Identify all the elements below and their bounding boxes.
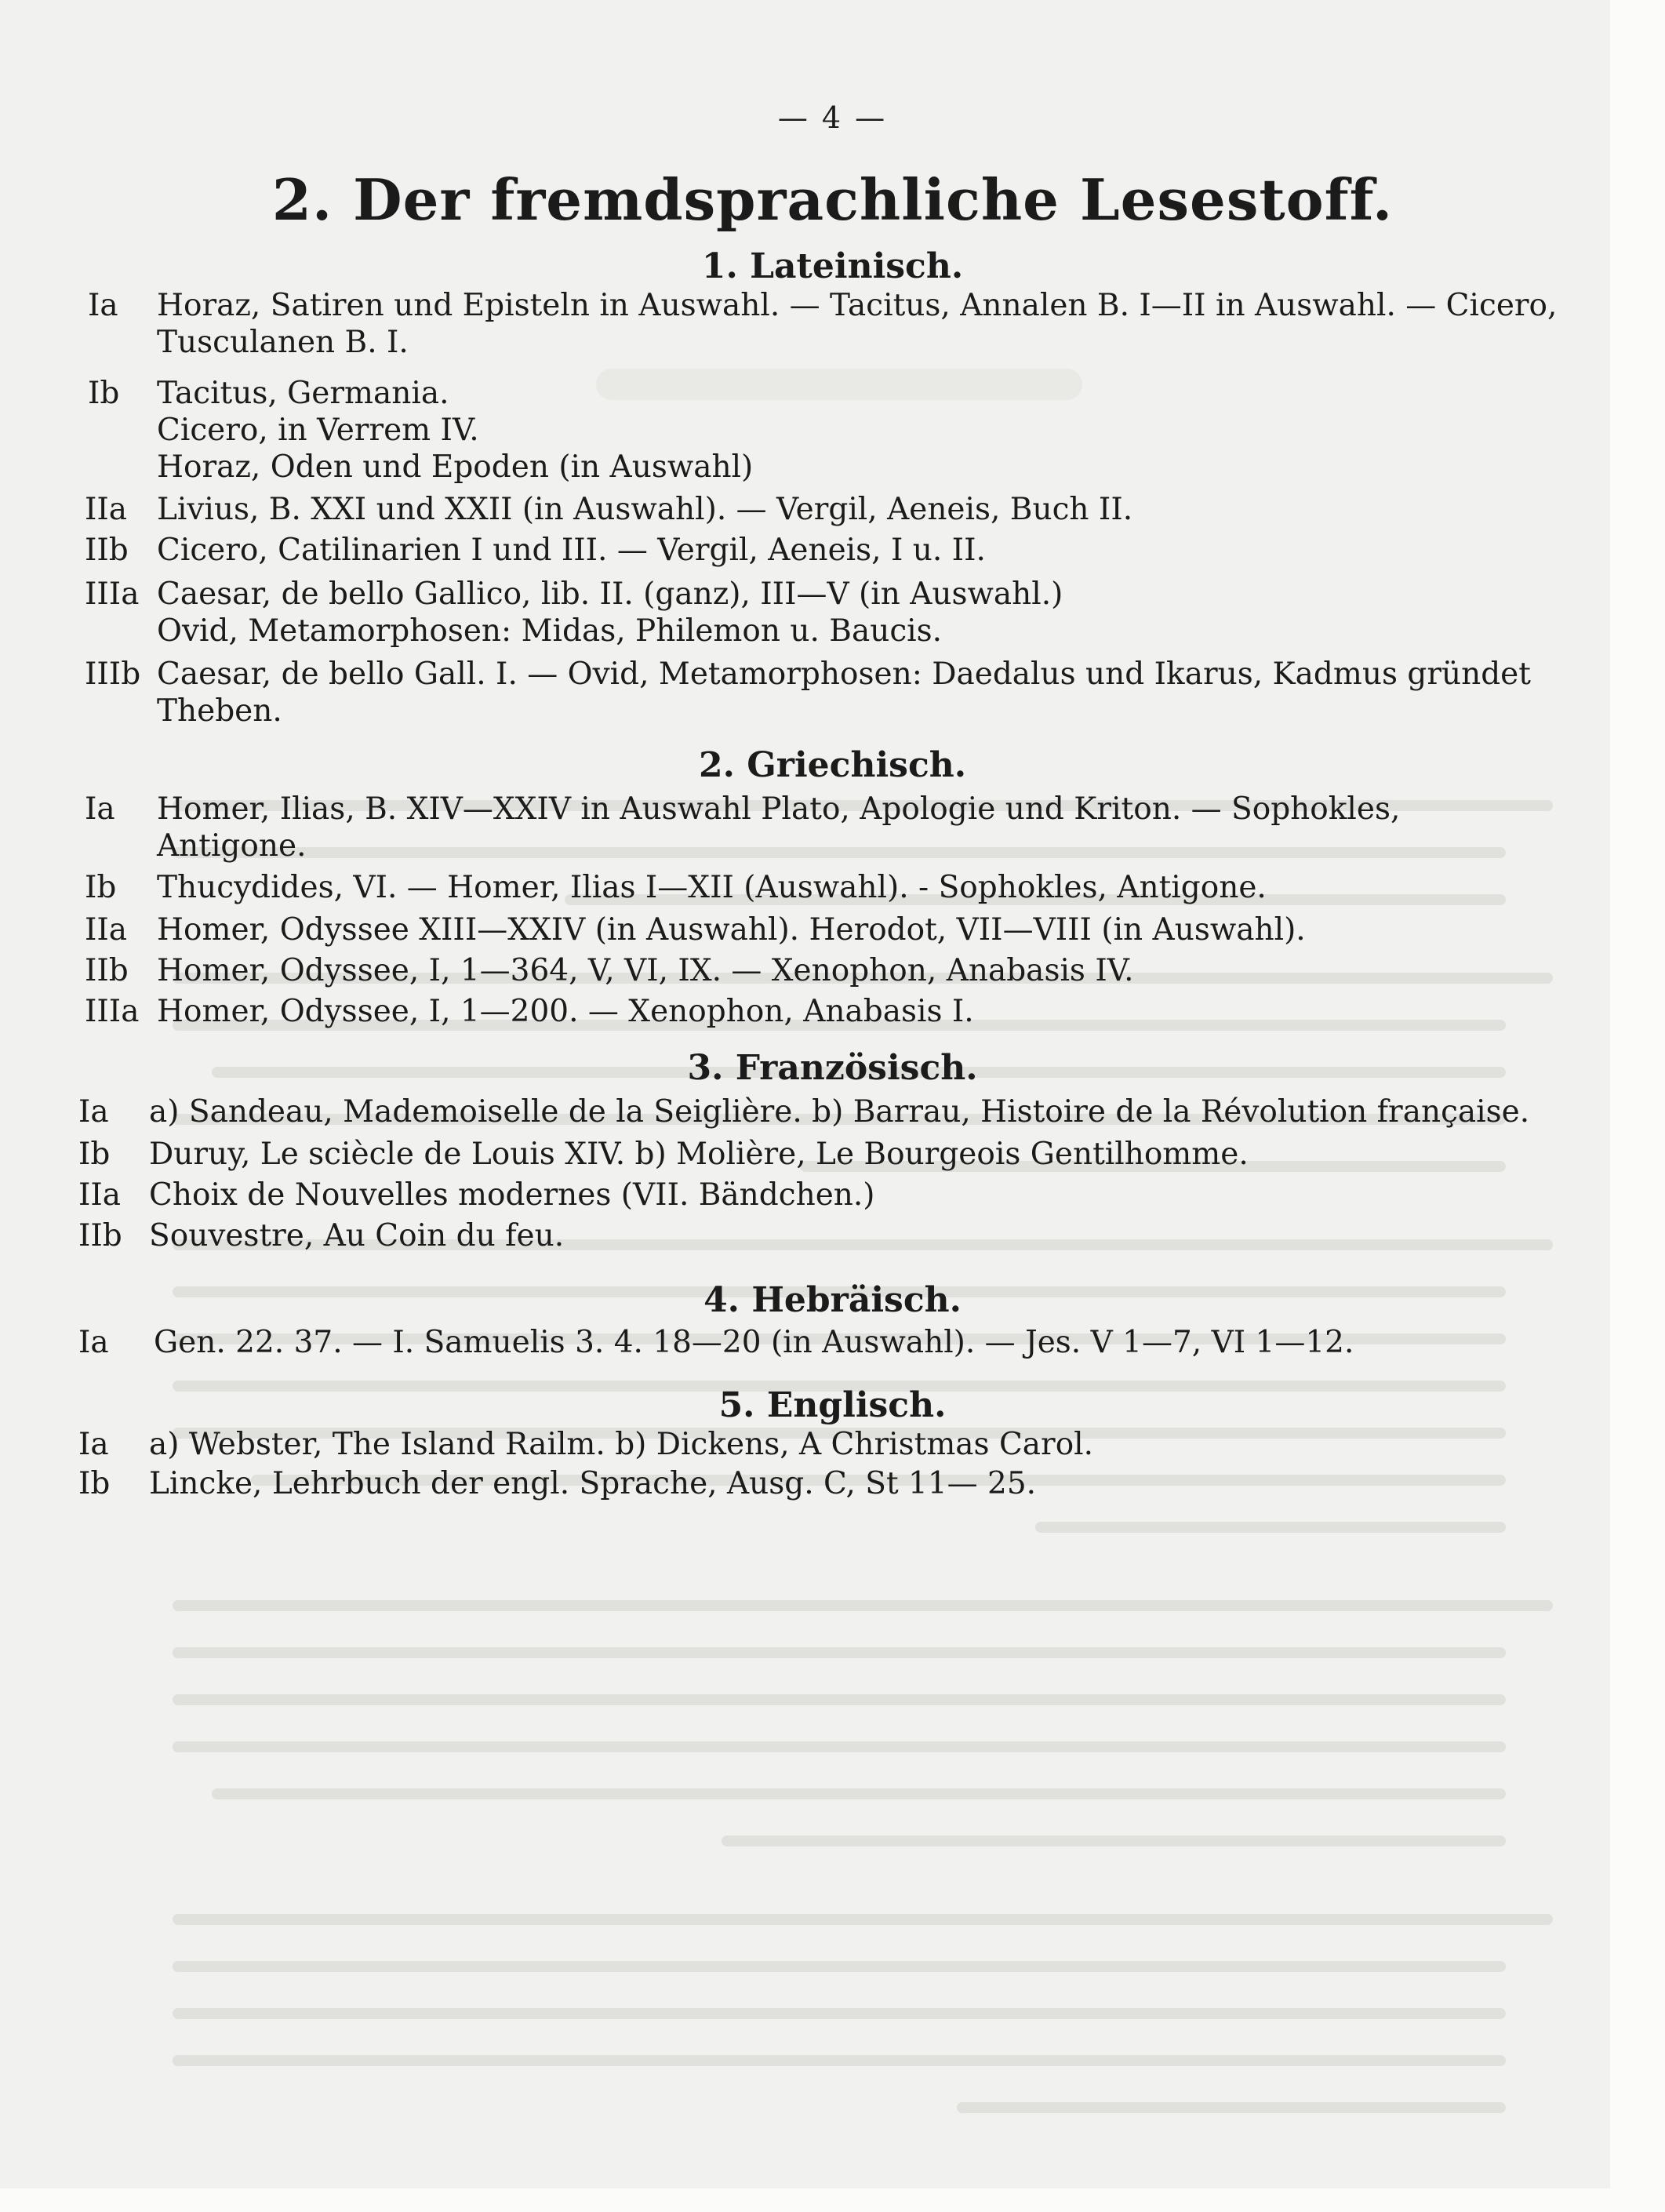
class-label: IIb bbox=[85, 533, 129, 568]
entry-line: Horaz, Satiren und Episteln in Auswahl. — Tacitus, Annalen B. I—II in Auswahl. — Cicero, bbox=[157, 288, 1558, 323]
entry-line: Homer, Ilias, B. XIV—XXIV in Auswahl Plato, Apologie und Kriton. — Sophokles, bbox=[157, 791, 1401, 827]
class-label: IIb bbox=[85, 953, 129, 988]
class-label: IIa bbox=[78, 1177, 122, 1213]
entry-line: Thucydides, VI. — Homer, Ilias I—XII (Auswahl). - Sophokles, Antigone. bbox=[157, 870, 1267, 905]
entry-line: Homer, Odyssee XIII—XXIV (in Auswahl). Herodot, VII—VIII (in Auswahl). bbox=[157, 912, 1306, 948]
page-number: — 4 — bbox=[777, 100, 888, 135]
entry-line: Caesar, de bello Gallico, lib. II. (ganz), III—V (in Auswahl.) bbox=[157, 577, 1063, 612]
class-label: IIb bbox=[78, 1218, 122, 1253]
class-label: IIa bbox=[85, 912, 128, 948]
entry-text bbox=[157, 287, 1557, 361]
entry-line: Theben. bbox=[157, 693, 282, 729]
class-label: Ia bbox=[88, 288, 118, 323]
class-label: Ib bbox=[78, 1137, 111, 1172]
section-heading-hebrew: 4. Hebräisch. bbox=[703, 1280, 962, 1320]
entry-line: Tusculanen B. I. bbox=[157, 325, 409, 360]
class-label: Ia bbox=[78, 1427, 109, 1462]
class-label: Ia bbox=[78, 1325, 109, 1360]
entry-text bbox=[149, 1217, 564, 1254]
entry-text bbox=[157, 869, 1267, 906]
class-label: IIIa bbox=[85, 577, 140, 612]
page-edge bbox=[1610, 0, 1665, 2212]
entry-line: Cicero, Catilinarien I und III. — Vergil, Aeneis, I u. II. bbox=[157, 533, 986, 568]
entry-text bbox=[157, 532, 986, 569]
entry-line: Tacitus, Germania. bbox=[157, 376, 449, 411]
entry-text bbox=[157, 911, 1306, 948]
entry-text bbox=[149, 1136, 1249, 1173]
section-heading-greek: 2. Griechisch. bbox=[698, 745, 967, 785]
entry-line: Livius, B. XXI und XXII (in Auswahl). — Vergil, Aeneis, Buch II. bbox=[157, 492, 1133, 527]
entry-line: Souvestre, Au Coin du feu. bbox=[149, 1218, 565, 1253]
section-heading-english: 5. Englisch. bbox=[718, 1385, 947, 1425]
entry-line: Choix de Nouvelles modernes (VII. Bändchen.) bbox=[149, 1177, 875, 1213]
entry-line: a) Sandeau, Mademoiselle de la Seiglière. b) Barrau, Histoire de la Révolution française. bbox=[149, 1094, 1530, 1130]
entry-text bbox=[157, 656, 1531, 729]
entry-text bbox=[157, 491, 1132, 528]
class-label: Ib bbox=[78, 1466, 111, 1501]
page-edge-bottom bbox=[0, 2188, 1665, 2212]
entry-line: Horaz, Oden und Epoden (in Auswahl) bbox=[157, 449, 754, 485]
page-title: 2. Der fremdsprachliche Lesestoff. bbox=[271, 166, 1394, 233]
entry-text bbox=[149, 1093, 1529, 1130]
entry-text bbox=[157, 952, 1134, 989]
class-label: IIIa bbox=[85, 994, 140, 1029]
entry-line: Ovid, Metamorphosen: Midas, Philemon u. Baucis. bbox=[157, 613, 943, 649]
entry-line: Homer, Odyssee, I, 1—364, V, VI, IX. — Xenophon, Anabasis IV. bbox=[157, 953, 1134, 988]
entry-line: Duruy, Le sciècle de Louis XIV. b) Molière, Le Bourgeois Gentilhomme. bbox=[149, 1137, 1249, 1172]
entry-text bbox=[157, 993, 974, 1030]
entry-text bbox=[157, 576, 1063, 649]
class-label: Ia bbox=[85, 791, 115, 827]
entry-line: a) Webster, The Island Railm. b) Dickens, A Christmas Carol. bbox=[149, 1427, 1094, 1462]
entry-text bbox=[154, 1324, 1354, 1361]
class-label: IIIb bbox=[85, 657, 141, 692]
entry-line: Gen. 22. 37. — I. Samuelis 3. 4. 18—20 (in Auswahl). — Jes. V 1—7, VI 1—12. bbox=[154, 1325, 1354, 1360]
section-heading-latin: 1. Lateinisch. bbox=[701, 246, 964, 286]
entry-text bbox=[149, 1465, 1036, 1502]
class-label: Ia bbox=[78, 1094, 109, 1130]
class-label: IIa bbox=[85, 492, 128, 527]
section-heading-french: 3. Französisch. bbox=[687, 1048, 978, 1088]
class-label: Ib bbox=[85, 870, 117, 905]
entry-text bbox=[149, 1177, 875, 1213]
entry-line: Lincke, Lehrbuch der engl. Sprache, Ausg. C, St 11— 25. bbox=[149, 1466, 1037, 1501]
entry-text bbox=[157, 791, 1400, 864]
class-label: Ib bbox=[88, 376, 120, 411]
entry-text bbox=[157, 375, 753, 486]
entry-line: Caesar, de bello Gall. I. — Ovid, Metamorphosen: Daedalus und Ikarus, Kadmus gründet bbox=[157, 657, 1531, 692]
entry-text bbox=[149, 1426, 1093, 1463]
entry-line: Antigone. bbox=[157, 828, 307, 864]
entry-line: Cicero, in Verrem IV. bbox=[157, 413, 479, 448]
entry-line: Homer, Odyssee, I, 1—200. — Xenophon, Anabasis I. bbox=[157, 994, 974, 1029]
